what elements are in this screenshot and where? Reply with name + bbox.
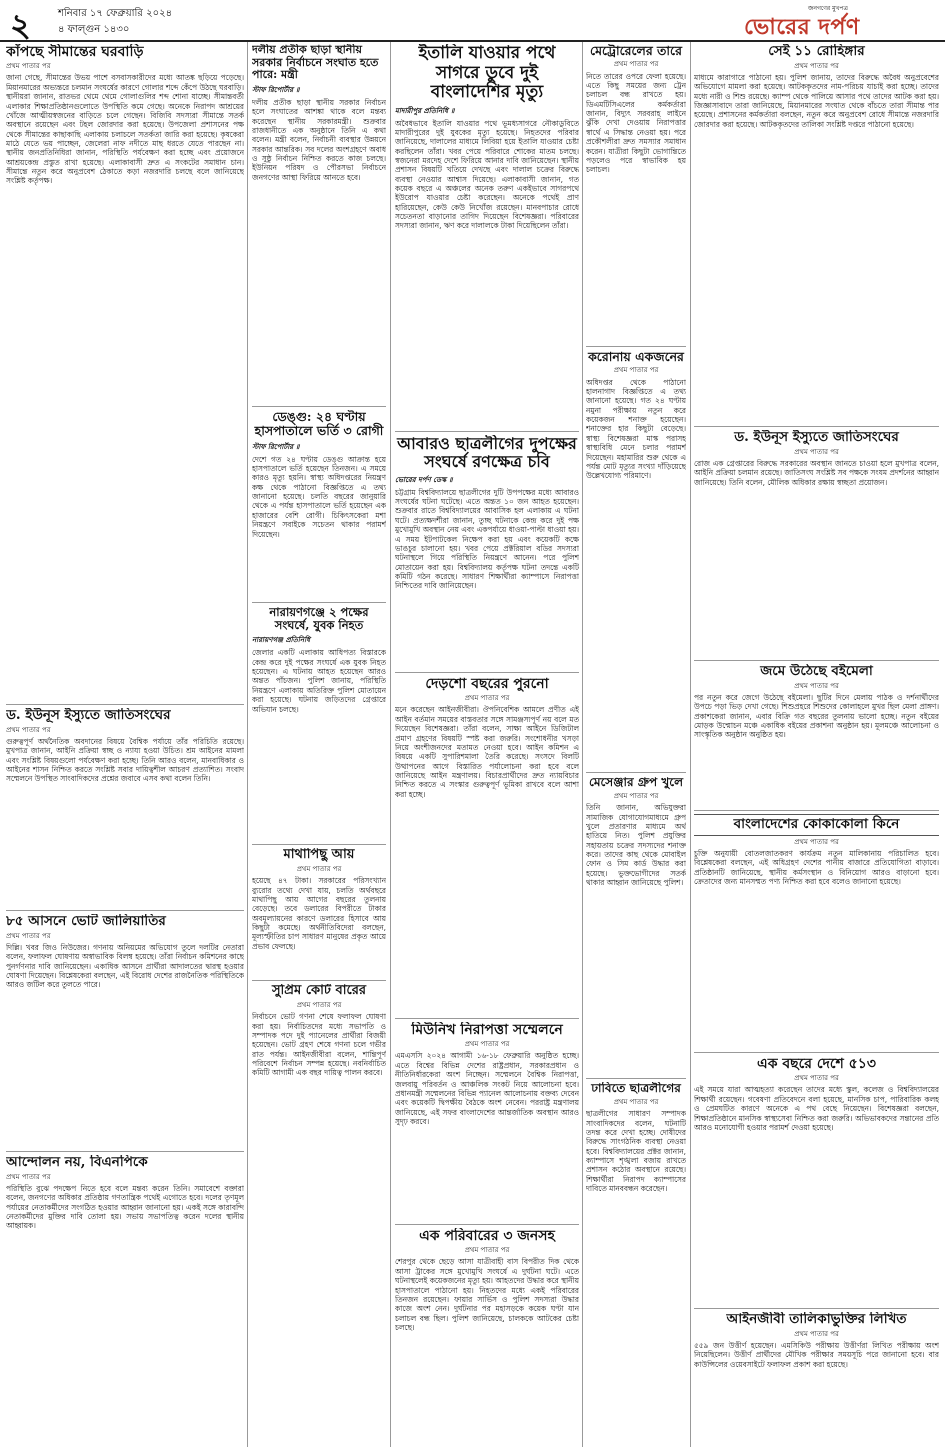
continued-label: প্রথম পাতার পর	[794, 681, 839, 690]
divider	[252, 602, 386, 603]
headline: সুপ্রিম কোর্ট বারের	[271, 984, 367, 998]
headline: নারায়ণগঞ্জে ২ পক্ষের সংঘর্ষে, যুবক নিহত	[269, 606, 369, 633]
continued-label: প্রথম পাতার পর	[794, 1074, 839, 1083]
headline: এক পরিবারের ৩ জনসহ	[419, 1228, 555, 1244]
divider	[586, 346, 686, 347]
bangla-date-line: ৪ ফাল্গুন ১৪৩০	[58, 24, 130, 35]
headline: ইতালি যাওয়ার পথে সাগরে ডুবে দুই বাংলাদেশির মৃত্যু	[418, 44, 556, 103]
article-mathapichu	[252, 848, 386, 978]
continued-label: প্রথম পাতার পর	[613, 366, 659, 375]
article-body: ছাত্রলীগের সাধারণ সম্পাদক সাংবাদিকদের বলেন, ঘটনাটি তদন্ত করে দেখা হচ্ছে। দোষীদের বিরুদ্ধে সাংগঠনিক ব্যবস্থা নেওয়া হবে। বিশ্ববিদ্যালয়ের প্রক্টর জানান, ক্যাম্পাসে শৃঙ্খলা বজায় রাখতে প্রশাসন কঠোর অবস্থানে রয়েছে। শিক্ষার্থীরা নিরাপদ ক্যাম্পাসের দাবিতে মানববন্ধন করেছেন।	[586, 1109, 686, 1193]
article-andolon	[6, 1155, 244, 1447]
article-ek-poribar	[395, 1228, 579, 1447]
continued-label: প্রথম পাতার পর	[794, 837, 839, 846]
divider	[6, 910, 244, 911]
headline: মেসেঞ্জার গ্রুপ খুলে	[588, 776, 684, 789]
article-munich-conference	[395, 1022, 579, 1222]
continued-label: প্রথম পাতার পর	[296, 864, 342, 873]
headline: মেট্রোরেলের তারে	[590, 44, 682, 58]
divider	[395, 1018, 579, 1019]
brand-logo: ভোরের দর্পণ	[744, 15, 860, 40]
article-ainjibi	[694, 1312, 939, 1447]
divider	[252, 406, 386, 407]
article-dedshoe-bochor	[395, 676, 579, 1016]
article-yunus-un	[6, 708, 244, 908]
continued-label: প্রথম পাতার পর	[6, 62, 51, 71]
article-narayanganj	[252, 606, 386, 842]
continued-label: প্রথম পাতার পর	[794, 61, 839, 70]
article-body: রোজ এক গ্রেপ্তারের বিরুদ্ধে সরকারের অবস্থান জানতে চাওয়া হলে মুখপাত্র বলেন, আইনি প্রক্রিয়া চলমান রয়েছে। জাতিসংঘ সংশ্লিষ্ট সব পক্ষকে সংযম প্রদর্শনের আহ্বান জানিয়েছে। তিনি বলেন, মৌলিক অধিকার রক্ষায় স্বচ্ছতা প্রয়োজন।	[694, 458, 939, 487]
headline: মিউনিখ নিরাপত্তা সম্মেলনে	[411, 1022, 563, 1038]
column-divider	[247, 42, 248, 1447]
article-vote-fraud	[6, 914, 244, 1149]
article-body: মনে করেছেন আইনজীবীরা। ঔপনিবেশিক আমলে প্রণীত এই আইন বর্তমান সময়ের বাস্তবতার সঙ্গে সামঞ্জস্যপূর্ণ নয় বলে মত দিয়েছেন বিশেষজ্ঞরা। তাঁরা বলেন, সাক্ষ্য আইনে ডিজিটাল প্রমাণ গ্রহণের বিষয়টি স্পষ্ট করা জরুরি। সংশোধনীর খসড়া নিয়ে অংশীজনদের মতামত নেওয়া হবে। আইন কমিশন এ বিষয়ে একটি সুপারিশমালা তৈরি করেছে। সংসদে বিলটি উত্থাপনের আগে বিস্তারিত পর্যালোচনা করা হবে বলে জানিয়েছে আইন মন্ত্রণালয়। বিচারপ্রার্থীদের দ্রুত ন্যায়বিচার নিশ্চিত করতে এ সংস্কার গুরুত্বপূর্ণ ভূমিকা রাখবে বলে আশা করা হচ্ছে।	[395, 705, 579, 799]
article-body: অবৈধভাবে ইতালি যাওয়ার পথে ভূমধ্যসাগরে নৌকাডুবিতে মাদারীপুরের দুই যুবকের মৃত্যু হয়েছে। নিহতদের পরিবার জানিয়েছে, দালালের মাধ্যমে লিবিয়া হয়ে ইতালি যাওয়ার চেষ্টা করছিলেন তাঁরা। খবর পেয়ে পরিবারে শোকের মাতম চলছে। স্বজনেরা মরদেহ দেশে ফিরিয়ে আনার দাবি জানিয়েছেন। স্থানীয় প্রশাসন বিষয়টি খতিয়ে দেখছে এবং দালাল চক্রের বিরুদ্ধে ব্যবস্থা নেওয়ার আশ্বাস দিয়েছে। এলাকাবাসী জানান, গত কয়েক বছরে এ অঞ্চলের অনেক তরুণ একইভাবে সাগরপথে ইউরোপ যাওয়ার চেষ্টা করেছেন। অনেকে পথেই প্রাণ হারিয়েছেন, কেউ কেউ নিখোঁজ রয়েছেন। মানবপাচার রোধে সচেতনতা বাড়ানোর তাগিদ দিয়েছেন বিশেষজ্ঞরা। পরিবারের সদস্যরা জানান, ঋণ করে দালালকে টাকা দিয়েছিলেন তাঁরা।	[395, 118, 579, 231]
article-body: চুক্তি অনুযায়ী বোতলজাতকরণ কার্যক্রম নতুন মালিকানায় পরিচালিত হবে। বিশ্লেষকেরা বলছেন, এই অধিগ্রহণ দেশের পানীয় বাজারে প্রতিযোগিতা বাড়াবে। প্রতিষ্ঠানটি জানিয়েছে, স্থানীয় কর্মসংস্থান ও বিনিয়োগ আরও বাড়ানো হবে। ক্রেতাদের জন্য মানসম্মত পণ্য নিশ্চিত করা হবে বলেও জানানো হয়েছে।	[694, 848, 939, 886]
article-body: পরিস্থিতি বুঝে পদক্ষেপ নিতে হবে বলে মন্তব্য করেন তিনি। সমাবেশে বক্তারা বলেন, জনগণের অধিকার প্রতিষ্ঠায় গণতান্ত্রিক পথেই এগোতে হবে। দলের তৃণমূল পর্যায়ের নেতাকর্মীদের সংগঠিত হওয়ার আহ্বান জানানো হয়। একই সঙ্গে কারাবন্দি নেতাকর্মীদের মুক্তির দাবি তোলা হয়। সভায় সভাপতিত্ব করেন দলের স্থানীয় আহ্বায়ক।	[6, 1183, 244, 1231]
article-body: তিনি জানান, অভিযুক্তরা সামাজিক যোগাযোগমাধ্যমে গ্রুপ খুলে প্রতারণার মাধ্যমে অর্থ হাতিয়ে নিত। পুলিশ প্রযুক্তির সহায়তায় চক্রের সদস্যদের শনাক্ত করে। তাদের কাছ থেকে মোবাইল ফোন ও সিম কার্ড উদ্ধার করা হয়েছে। ভুক্তভোগীদের সতর্ক থাকার আহ্বান জানিয়েছে পুলিশ।	[586, 803, 686, 887]
masthead	[0, 0, 945, 42]
byline: ভোরের দর্পণ ডেস্ক ॥	[395, 475, 453, 484]
brand-tagline: জনগণের মুখপত্র	[808, 5, 848, 12]
article-body: গুরুত্বপূর্ণ অর্থনৈতিক অবদানের বিষয়ে বৈশ্বিক পর্যায়ে তাঁর পরিচিতি রয়েছে। মুখপাত্র জানান, আইনি প্রক্রিয়া স্বচ্ছ ও ন্যায্য হওয়া উচিত। শ্রম আইনের মামলা এবং সংশ্লিষ্ট বিষয়গুলো পর্যবেক্ষণ করা হচ্ছে। তিনি আরও বলেন, মানবাধিকার ও আইনের শাসন নিশ্চিত করতে সংশ্লিষ্ট সবার দায়িত্বশীল আচরণ প্রত্যাশিত। সংবাদ সম্মেলনে উপস্থিত সাংবাদিকদের প্রশ্নের জবাবে এসব কথা বলেন তিনি।	[6, 736, 244, 784]
divider	[395, 1224, 579, 1225]
article-body: নির্বাচনে ভোট গণনা শেষে ফলাফল ঘোষণা করা হয়। নির্বাচিতদের মধ্যে সভাপতি ও সম্পাদক পদে দুই প্যানেলের প্রার্থীরা বিজয়ী হয়েছেন। ভোট গ্রহণ শেষে গণনা চলে গভীর রাত পর্যন্ত। আইনজীবীরা বলেন, শান্তিপূর্ণ পরিবেশে নির্বাচন সম্পন্ন হয়েছে। নবনির্বাচিত কমিটি আগামী এক বছর দায়িত্ব পালন করবে।	[252, 1012, 386, 1078]
continued-label: প্রথম পাতার পর	[794, 447, 839, 456]
article-body: এমএসসি ২০২৪ আগামী ১৬-১৮ ফেব্রুয়ারি অনুষ্ঠিত হচ্ছে। এতে বিশ্বের বিভিন্ন দেশের রাষ্ট্রপ্রধান, সরকারপ্রধান ও নীতিনির্ধারকেরা অংশ নিচ্ছেন। সম্মেলনে বৈশ্বিক নিরাপত্তা, জলবায়ু পরিবর্তন ও আঞ্চলিক সংকট নিয়ে আলোচনা হবে। প্রধানমন্ত্রী সম্মেলনের বিভিন্ন প্যানেল আলোচনায় বক্তব্য দেবেন এবং কয়েকটি দ্বিপক্ষীয় বৈঠকে অংশ নেবেন। পররাষ্ট্র মন্ত্রণালয় জানিয়েছে, এই সফর বাংলাদেশের আন্তর্জাতিক অবস্থান আরও সুদৃঢ় করবে।	[395, 1051, 579, 1126]
continued-label: প্রথম পাতার পর	[613, 791, 659, 800]
headline: এক বছরে দেশে ৫১৩	[757, 1056, 876, 1072]
headline: ড. ইউনূস ইস্যুতে জাতিসংঘের	[734, 430, 899, 445]
continued-label: প্রথম পাতার পর	[464, 1040, 510, 1049]
continued-label: প্রথম পাতার পর	[6, 1172, 51, 1181]
continued-label: প্রথম পাতার পর	[6, 931, 51, 940]
headline: মাথাপিছু আয়	[283, 848, 355, 862]
divider	[586, 772, 686, 773]
column-divider	[690, 42, 691, 1447]
article-body: নিতে তারের ওপরে ফেলা হয়েছে। এতে কিছু সময়ের জন্য ট্রেন চলাচল বন্ধ রাখতে হয়। ডিএমটিসিএলের কর্মকর্তারা জানান, বিদ্যুৎ সরবরাহ লাইনে ঝুঁকি দেখা দেওয়ায় নিরাপত্তার স্বার্থে এ সিদ্ধান্ত নেওয়া হয়। পরে প্রকৌশলীরা দ্রুত সমস্যার সমাধান করেন। যাত্রীরা কিছুটা ভোগান্তিতে পড়লেও পরে স্বাভাবিক হয় চলাচল।	[586, 71, 686, 175]
headline: বাংলাদেশের কোকাকোলা কিনে	[694, 814, 939, 836]
headline: ৮৫ আসনে ভোট জালিয়াতির	[6, 914, 166, 929]
headline: কাঁপছে সীমান্তের ঘরবাড়ি	[6, 44, 144, 60]
headline: আন্দোলন নয়, বিএনপিকে	[6, 1155, 148, 1170]
article-dhabi-chhatraleague	[586, 1082, 686, 1447]
headline: করোনায় একজনের	[588, 350, 684, 364]
page-number: ২	[10, 6, 31, 44]
headline: দলীয় প্রতীক ছাড়া স্থানীয় সরকার নির্বাচনে সংঘাত হতে পারে: মন্ত্রী	[252, 44, 379, 82]
article-dengue	[252, 410, 386, 600]
divider	[395, 431, 579, 432]
headline: ঢাবিতে ছাত্রলীগের	[591, 1082, 681, 1095]
divider	[694, 1052, 939, 1053]
divider	[6, 704, 244, 705]
divider	[6, 1151, 244, 1152]
headline: আবারও ছাত্রলীগের দুপক্ষের সংঘর্ষে রণক্ষেত্র চবি	[397, 435, 577, 472]
divider	[586, 1078, 686, 1079]
article-body: জেলার একটি এলাকায় আধিপত্য বিস্তারকে কেন্দ্র করে দুই পক্ষের সংঘর্ষে এক যুবক নিহত হয়েছেন। এ ঘটনায় আহত হয়েছেন আরও অন্তত পাঁচজন। পুলিশ জানায়, পরিস্থিতি নিয়ন্ত্রণে এলাকায় অতিরিক্ত পুলিশ মোতায়েন করা হয়েছে। ঘটনায় জড়িতদের গ্রেপ্তারে অভিযান চলছে।	[252, 648, 386, 714]
column-divider	[390, 42, 391, 1447]
continued-label: প্রথম পাতার পর	[613, 1097, 659, 1106]
continued-label: প্রথম পাতার পর	[613, 60, 659, 69]
byline: স্টাফ রিপোর্টার ॥	[252, 442, 300, 451]
divider	[252, 980, 386, 981]
article-body: হয়েছে ৪৭ টাকা। সরকারের পরিসংখ্যান ব্যুরোর তথ্যে দেখা যায়, চলতি অর্থবছরে মাথাপিছু আয় আগের বছরের তুলনায় বেড়েছে। তবে ডলারের বিপরীতে টাকার অবমূল্যায়নের কারণে ডলারের হিসাবে আয় কিছুটা কমেছে। অর্থনীতিবিদেরা বলছেন, মূল্যস্ফীতির চাপ সাধারণ মানুষের প্রকৃত আয়ে প্রভাব ফেলছে।	[252, 876, 386, 951]
article-body: চট্টগ্রাম বিশ্ববিদ্যালয়ে ছাত্রলীগের দুটি উপপক্ষের মধ্যে আবারও সংঘর্ষের ঘটনা ঘটেছে। এতে অন্তত ১০ জন আহত হয়েছেন। শুক্রবার রাতে বিশ্ববিদ্যালয়ের আবাসিক হল এলাকায় এ ঘটনা ঘটে। প্রত্যক্ষদর্শীরা জানান, তুচ্ছ ঘটনাকে কেন্দ্র করে দুই পক্ষ মুখোমুখি অবস্থান নেয় এবং একপর্যায়ে ধাওয়া-পাল্টা ধাওয়া হয়। এ সময় ইটপাটকেল নিক্ষেপ করা হয় এবং কয়েকটি কক্ষে ভাঙচুর চালানো হয়। খবর পেয়ে প্রক্টরিয়াল বডির সদস্যরা ঘটনাস্থলে গিয়ে পরিস্থিতি নিয়ন্ত্রণে আনেন। পরে পুলিশ মোতায়েন করা হয়। বিশ্ববিদ্যালয় কর্তৃপক্ষ ঘটনা তদন্তে একটি কমিটি গঠন করেছে। সাধারণ শিক্ষার্থীরা ক্যাম্পাসে নিরাপত্তা নিশ্চিতের দাবি জানিয়েছেন।	[395, 487, 579, 591]
article-ek-bochore-513	[694, 1056, 939, 1306]
divider	[694, 660, 939, 661]
article-body: দেশে গত ২৪ ঘণ্টায় ডেঙ্গু আক্রান্ত হয়ে হাসপাতালে ভর্তি হয়েছেন তিনজন। এ সময়ে কারও মৃত্যু হয়নি। স্বাস্থ্য অধিদপ্তরের নিয়ন্ত্রণ কক্ষ থেকে পাঠানো বিজ্ঞপ্তিতে এ তথ্য জানানো হয়েছে। চলতি বছরের জানুয়ারি থেকে এ পর্যন্ত হাসপাতালে ভর্তি হয়েছেন এক হাজারের বেশি রোগী। চিকিৎসকেরা মশা নিয়ন্ত্রণে সবাইকে সচেতন থাকার পরামর্শ দিয়েছেন।	[252, 454, 386, 539]
divider	[395, 672, 579, 673]
article-body: দিল্লি। খবর জিও নিউজের। গণনায় অনিয়মের অভিযোগ তুলে দলটির নেতারা বলেন, ফলাফল ঘোষণায় অস্বাভাবিক বিলম্ব হয়েছে। তাঁরা নির্বাচন কমিশনের কাছে পুনর্গণনার দাবি জানিয়েছেন। একাধিক আসনে প্রার্থীরা আদালতের দ্বারস্থ হওয়ার ঘোষণা দিয়েছেন। বিশ্লেষকেরা বলছেন, এই বিরোধ দেশের রাজনৈতিক পরিস্থিতিকে আরও জটিল করে তুলতে পারে।	[6, 942, 244, 990]
article-body: শেরপুর থেকে ছেড়ে আসা যাত্রীবাহী বাস বিপরীত দিক থেকে আসা ট্রাকের সঙ্গে মুখোমুখি সংঘর্ষে এ দুর্ঘটনা ঘটে। এতে ঘটনাস্থলেই কয়েকজনের মৃত্যু হয়। আহতদের উদ্ধার করে স্থানীয় হাসপাতালে পাঠানো হয়। নিহতদের মধ্যে একই পরিবারের তিনজন রয়েছেন। ফায়ার সার্ভিস ও পুলিশ সদস্যরা উদ্ধার কাজে অংশ নেন। দুর্ঘটনার পর মহাসড়কে কয়েক ঘণ্টা যান চলাচল বন্ধ ছিল। পুলিশ জানিয়েছে, চালককে আটকের চেষ্টা চলছে।	[395, 1257, 579, 1332]
article-chhatraleague-cu	[395, 435, 579, 670]
continued-label: প্রথম পাতার পর	[464, 694, 510, 703]
byline: স্টাফ রিপোর্টার ॥	[252, 85, 300, 94]
article-yunus-un-right	[694, 430, 939, 658]
headline: ড. ইউনূস ইস্যুতে জাতিসংঘের	[6, 708, 171, 723]
article-body: এই সময়ে যারা আত্মহত্যা করেছেন তাদের মধ্যে স্কুল, কলেজ ও বিশ্ববিদ্যালয়ের শিক্ষার্থী রয়েছেন। গবেষণা প্রতিবেদনে বলা হয়েছে, মানসিক চাপ, পারিবারিক কলহ ও প্রেমঘটিত কারণে অনেকে এ পথ বেছে নিয়েছেন। বিশেষজ্ঞরা বলছেন, শিক্ষাপ্রতিষ্ঠানে মানসিক স্বাস্থ্যসেবা নিশ্চিত করা জরুরি। অভিভাবকদের সন্তানের প্রতি আরও মনোযোগী হওয়ার পরামর্শ দেওয়া হয়েছে।	[694, 1085, 939, 1132]
article-supreme-court-bar	[252, 984, 386, 1447]
date-line: শনিবার ১৭ ফেব্রুয়ারি ২০২৪	[58, 8, 173, 19]
article-cocacola	[694, 814, 939, 1050]
continued-label: প্রথম পাতার পর	[6, 725, 51, 734]
article-kapche	[6, 44, 244, 702]
article-body: জানা গেছে, সীমান্তের উভয় পাশে বসবাসকারীদের মধ্যে আতঙ্ক ছড়িয়ে পড়েছে। মিয়ানমারের অভ্যন্তরে চলমান সংঘর্ষের কারণে গোলার শব্দে কেঁপে উঠছে ঘরবাড়ি। স্থানীয়রা জানান, রাতভর থেমে থেমে গোলাগুলির শব্দ শোনা যাচ্ছে। সীমান্তবর্তী এলাকার শিক্ষাপ্রতিষ্ঠানগুলোতে উপস্থিতি কমে গেছে। অনেকে নিরাপদ আশ্রয়ের খোঁজে আত্মীয়স্বজনের বাড়িতে চলে গেছেন। বিজিবি সদস্যরা সীমান্তে সতর্ক অবস্থানে রয়েছেন এবং টহল জোরদার করা হয়েছে। উপজেলা প্রশাসনের পক্ষ থেকে সীমান্তের কাছাকাছি এলাকায় চলাচলে সতর্কতা জারি করা হয়েছে। কৃষকেরা মাঠে যেতে ভয় পাচ্ছেন, জেলেরা নাফ নদীতে মাছ ধরতে যেতে পারছেন না। স্থানীয় জনপ্রতিনিধিরা জানান, পরিস্থিতি পর্যবেক্ষণ করা হচ্ছে এবং প্রয়োজনে আশ্রয়কেন্দ্র প্রস্তুত রাখা হয়েছে। এলাকাবাসী দ্রুত এ সংকটের সমাধান চান। সীমান্তে নতুন করে অনুপ্রবেশ ঠেকাতে কড়া নজরদারি চলছে বলে জানিয়েছে সংশ্লিষ্ট কর্তৃপক্ষ।	[6, 73, 244, 186]
headline: ডেঙ্গু: ২৪ ঘণ্টায় হাসপাতালে ভর্তি ৩ রোগী	[254, 410, 384, 439]
article-body: দলীয় প্রতীক ছাড়া স্থানীয় সরকার নির্বাচন হলে সংঘাতের আশঙ্কা থাকে বলে মন্তব্য করেছেন স্থানীয় সরকারমন্ত্রী। শুক্রবার রাজধানীতে এক অনুষ্ঠানে তিনি এ কথা বলেন। মন্ত্রী বলেন, নির্বাচনী ব্যবস্থার উন্নয়নে সরকার আন্তরিক। সব দলের অংশগ্রহণে অবাধ ও সুষ্ঠু নির্বাচন নিশ্চিত করতে কাজ চলছে। ইউনিয়ন পরিষদ ও পৌরসভা নির্বাচনে জনগণের আস্থা ফিরিয়ে আনতে হবে।	[252, 97, 386, 182]
headline: দেড়শো বছরের পুরনো	[425, 676, 549, 692]
article-metrorail	[586, 44, 686, 344]
article-dalio-protik	[252, 44, 386, 404]
article-body: পর নতুন করে জেগে উঠেছে বইমেলা। ছুটির দিনে মেলায় পাঠক ও দর্শনার্থীদের উপচে পড়া ভিড় দেখা গেছে। শিশুপ্রহরে শিশুদের কোলাহলে মুখর ছিল মেলা প্রাঙ্গণ। প্রকাশকেরা জানান, এবার বিক্রি গত বছরের তুলনায় ভালো হচ্ছে। নতুন বইয়ের মোড়ক উন্মোচন মঞ্চে একাধিক বইয়ের প্রকাশনা অনুষ্ঠান হয়। মূলমঞ্চে আলোচনা ও সাংস্কৃতিক অনুষ্ঠান অনুষ্ঠিত হয়।	[694, 692, 939, 740]
headline: জমে উঠেছে বইমেলা	[760, 664, 873, 679]
column-divider	[582, 42, 583, 1447]
article-body: ৫৫৯ জন উত্তীর্ণ হয়েছেন। এমসিকিউ পরীক্ষায় উত্তীর্ণরা লিখিত পরীক্ষায় অংশ নিয়েছিলেন। উত্তীর্ণ প্রার্থীদের মৌখিক পরীক্ষার সময়সূচি পরে জানানো হবে। বার কাউন্সিলের ওয়েবসাইটে ফলাফল প্রকাশ করা হয়েছে।	[694, 1340, 939, 1369]
divider	[694, 426, 939, 427]
divider	[694, 810, 939, 811]
headline: আইনজীবী তালিকাভুক্তির লিখিত	[726, 1312, 907, 1327]
article-body: অধিদপ্তর থেকে পাঠানো হালনাগাদ বিজ্ঞপ্তিতে এ তথ্য জানানো হয়েছে। গত ২৪ ঘণ্টায় নমুনা পরীক্ষায় নতুন করে কয়েকজন শনাক্ত হয়েছেন। শনাক্তের হার কিছুটা বেড়েছে। স্বাস্থ্য বিশেষজ্ঞরা মাস্ক পরাসহ স্বাস্থ্যবিধি মেনে চলার পরামর্শ দিয়েছেন। মহামারির শুরু থেকে এ পর্যন্ত মোট মৃত্যুর সংখ্যা দাঁড়িয়েছে উল্লেখযোগ্য পরিমাণে।	[586, 377, 686, 481]
article-boimela	[694, 664, 939, 808]
article-messenger-group	[586, 776, 686, 1076]
byline: মাদারীপুর প্রতিনিধি ॥	[395, 106, 455, 115]
article-corona	[586, 350, 686, 770]
headline: সেই ১১ রোহিঙ্গার	[768, 44, 865, 59]
continued-label: প্রথম পাতার পর	[296, 1000, 342, 1009]
article-italy-boat	[395, 44, 579, 429]
continued-label: প্রথম পাতার পর	[464, 1246, 510, 1255]
divider	[252, 844, 386, 845]
article-body: মাধ্যমে কারাগারে পাঠানো হয়। পুলিশ জানায়, তাদের বিরুদ্ধে অবৈধ অনুপ্রবেশের অভিযোগে মামলা করা হয়েছে। আটককৃতদের নাম-পরিচয় যাচাই করা হচ্ছে। তাদের মধ্যে নারী ও শিশু রয়েছে। ক্যাম্প থেকে পালিয়ে আসার পথে তাদের আটক করা হয়। জিজ্ঞাসাবাদে তারা জানিয়েছে, মিয়ানমারের সংঘাত থেকে বাঁচতে তারা সীমান্ত পার হয়েছে। প্রশাসনের কর্মকর্তারা বলছেন, নতুন করে অনুপ্রবেশ রোধে সীমান্তে নজরদারি জোরদার করা হয়েছে। আটককৃতদের তালিকা সংশ্লিষ্ট দপ্তরে পাঠানো হয়েছে।	[694, 72, 939, 129]
article-rohingya	[694, 44, 939, 424]
divider	[694, 1308, 939, 1309]
byline: নারায়ণগঞ্জ প্রতিনিধি	[252, 636, 311, 645]
continued-label: প্রথম পাতার পর	[794, 1329, 839, 1338]
